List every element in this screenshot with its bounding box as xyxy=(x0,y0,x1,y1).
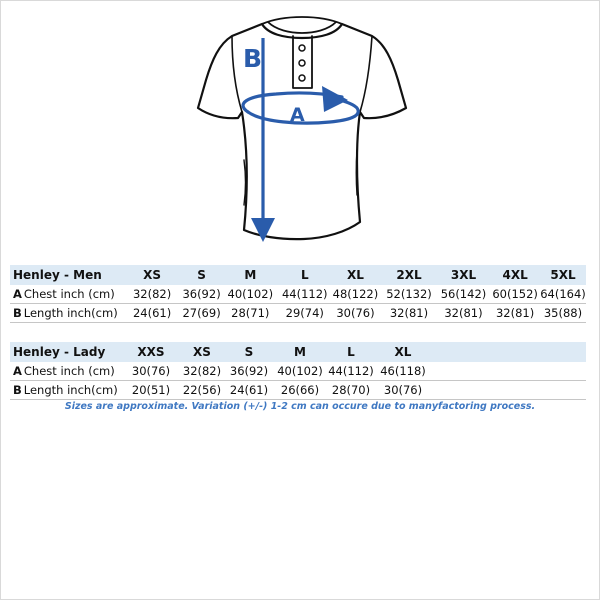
size-header: 5XL xyxy=(540,265,586,285)
size-header: XXS xyxy=(122,342,180,362)
table-cell: 35(88) xyxy=(540,304,586,323)
row-key: B xyxy=(13,306,22,320)
table-cell: 40(102) xyxy=(274,362,326,381)
row-key: A xyxy=(13,364,22,378)
table-cell: 29(74) xyxy=(280,304,330,323)
row-label: Length inch(cm) xyxy=(23,306,118,320)
shirt-outline xyxy=(198,24,406,239)
table-cell: 32(82) xyxy=(122,285,183,304)
table-cell: 28(70) xyxy=(326,381,376,400)
table-cell: 32(81) xyxy=(490,304,540,323)
table-cell: 46(118) xyxy=(376,362,430,381)
row-label: Chest inch (cm) xyxy=(23,364,115,378)
men-header-row xyxy=(10,265,586,285)
row-label: Length inch(cm) xyxy=(23,383,118,397)
right-side-fold xyxy=(356,150,357,195)
size-header: XL xyxy=(376,342,430,362)
size-header: M xyxy=(221,265,280,285)
button-3 xyxy=(299,75,305,81)
footnote: Sizes are approximate. Variation (+/-) 1-2 cm can occure due to manyfactoring process. xyxy=(64,401,536,412)
table-cell: 56(142) xyxy=(437,285,491,304)
size-header: M xyxy=(274,342,326,362)
lady-size-table xyxy=(10,342,586,400)
left-sleeve-seam xyxy=(232,36,242,112)
men-length-row xyxy=(10,304,586,323)
table-cell: 30(76) xyxy=(376,381,430,400)
row-label: Chest inch (cm) xyxy=(23,287,115,301)
table-cell: 28(71) xyxy=(221,304,280,323)
size-header: XL xyxy=(330,265,382,285)
chest-arrow-head xyxy=(322,86,348,112)
size-header: L xyxy=(280,265,330,285)
left-side-fold xyxy=(244,160,246,205)
size-header: 4XL xyxy=(490,265,540,285)
label-b: B xyxy=(243,44,263,73)
table-cell: 26(66) xyxy=(274,381,326,400)
table-cell: 52(132) xyxy=(381,285,436,304)
table-cell: 44(112) xyxy=(280,285,330,304)
men-table-title: Henley - Men xyxy=(10,265,122,285)
label-a: A xyxy=(290,104,305,126)
shirt-diagram xyxy=(0,0,600,250)
row-key: A xyxy=(13,287,22,301)
table-cell: 32(81) xyxy=(437,304,491,323)
men-size-table xyxy=(10,265,586,323)
button-1 xyxy=(299,45,305,51)
table-cell: 32(82) xyxy=(180,362,224,381)
table-cell: 27(69) xyxy=(182,304,220,323)
right-sleeve-seam xyxy=(360,36,372,112)
men-chest-row xyxy=(10,285,586,304)
table-cell: 40(102) xyxy=(221,285,280,304)
table-cell: 36(92) xyxy=(182,285,220,304)
shirt-collar-back xyxy=(262,17,342,24)
table-cell: 44(112) xyxy=(326,362,376,381)
table-cell: 24(61) xyxy=(122,304,183,323)
lady-header-row xyxy=(10,342,586,362)
table-cell: 36(92) xyxy=(224,362,274,381)
table-cell: 32(81) xyxy=(381,304,436,323)
size-header: 2XL xyxy=(381,265,436,285)
lady-length-row xyxy=(10,381,586,400)
table-cell: 20(51) xyxy=(122,381,180,400)
table-cell: 64(164) xyxy=(540,285,586,304)
table-cell: 60(152) xyxy=(490,285,540,304)
size-header: XS xyxy=(180,342,224,362)
table-cell: 30(76) xyxy=(122,362,180,381)
size-header: S xyxy=(224,342,274,362)
size-header: XS xyxy=(122,265,183,285)
size-header: L xyxy=(326,342,376,362)
row-key: B xyxy=(13,383,22,397)
lady-chest-row xyxy=(10,362,586,381)
table-cell: 24(61) xyxy=(224,381,274,400)
button-2 xyxy=(299,60,305,66)
table-cell: 48(122) xyxy=(330,285,382,304)
size-header: 3XL xyxy=(437,265,491,285)
table-cell: 30(76) xyxy=(330,304,382,323)
table-cell: 22(56) xyxy=(180,381,224,400)
shirt-collar-inner xyxy=(268,22,336,33)
lady-table-title: Henley - Lady xyxy=(10,342,122,362)
size-header: S xyxy=(182,265,220,285)
